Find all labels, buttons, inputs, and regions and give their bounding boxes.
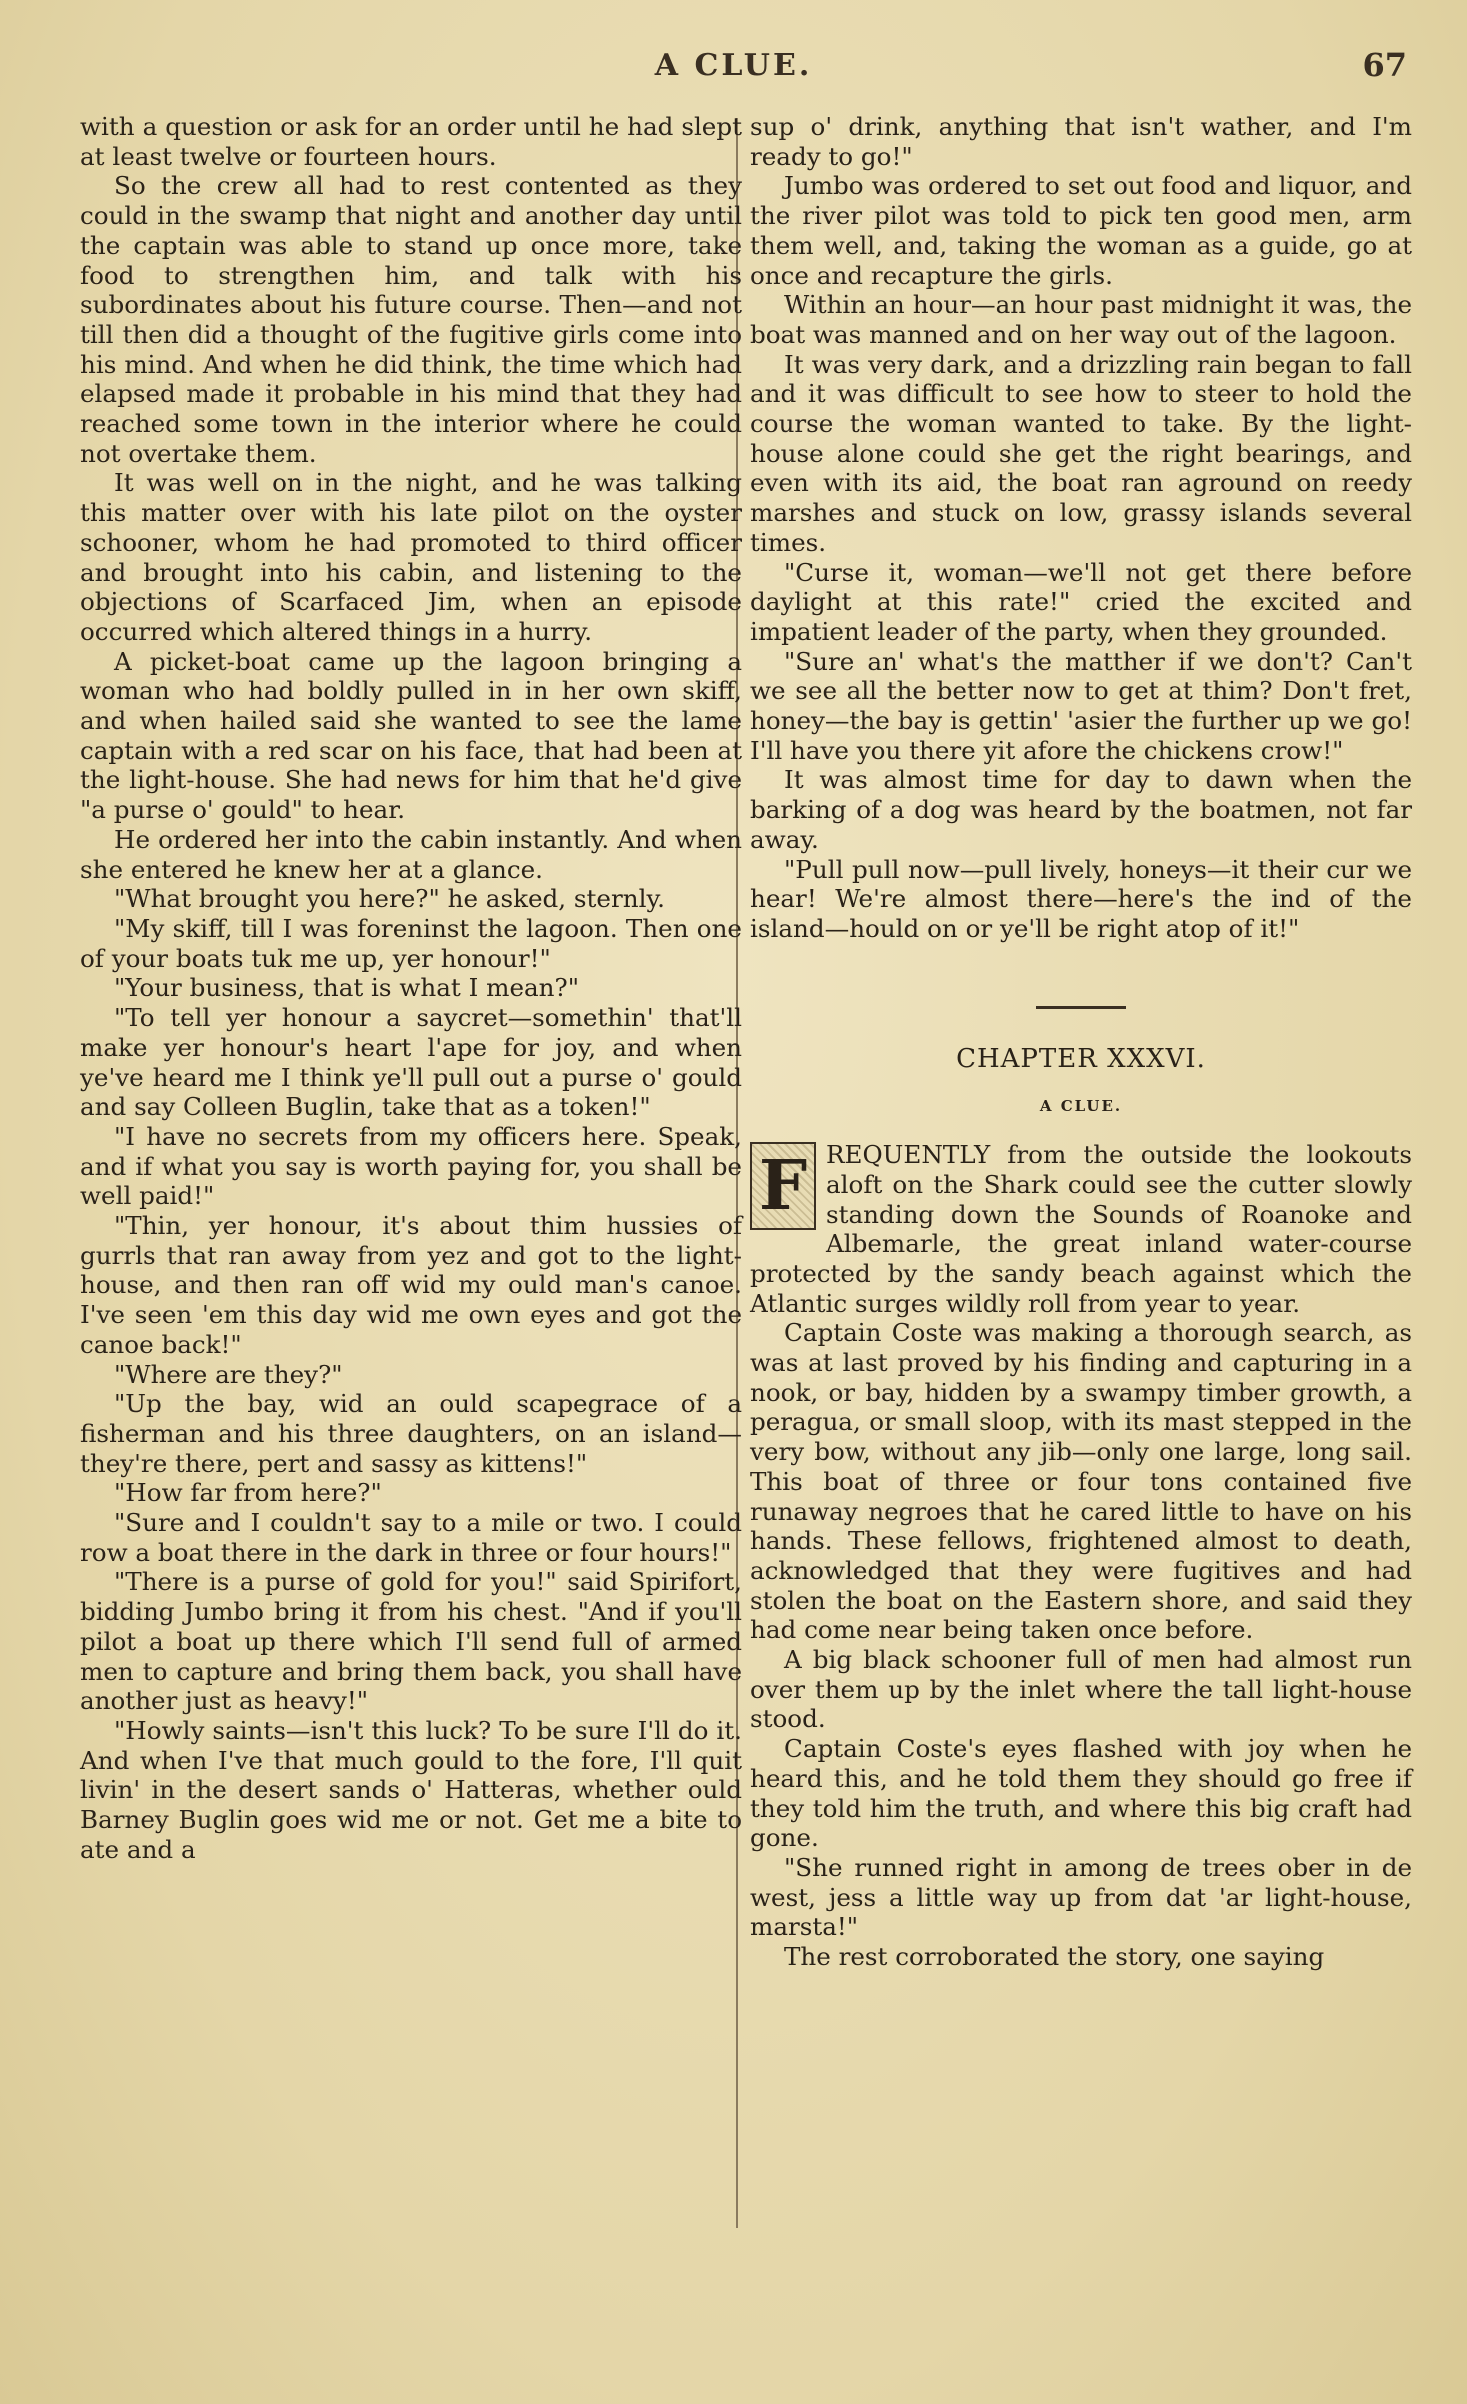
paragraph: It was well on in the night, and he was talking this matter over with his late pilot on the oyster schooner, whom he had promoted to third officer and brought into his cabin, and listening to the objections of Scarfaced Jim, when an episode occurred which altered things in a hurry. bbox=[80, 468, 742, 646]
paragraph: "Your business, that is what I mean?" bbox=[114, 973, 580, 1003]
chapter-title: CHAPTER XXXVI. bbox=[956, 1043, 1206, 1074]
paragraph: "I have no secrets from my officers here. Speak, and if what you say is worth paying for, you shall be well paid!" bbox=[80, 1121, 742, 1211]
paragraph: with a question or ask for an order until he had slept at least twelve or fourteen hours. bbox=[80, 112, 742, 171]
paragraph: "She runned right in among de trees ober in de west, jess a little way up from dat 'ar light-house, marsta!" bbox=[750, 1852, 1412, 1942]
chapter-first-paragraph bbox=[750, 1140, 1412, 1318]
first-paragraph-text: REQUENTLY from the outside the lookouts aloft on the Shark could see the cutter slowly standing down the Sounds of Roanoke and Albemarle, the great inland water-course protected by the sandy beach against which the Atlantic surges wildly roll from year to year. bbox=[750, 1140, 1412, 1318]
right-column bbox=[750, 112, 1412, 1972]
paragraph: So the crew all had to rest contented as they could in the swamp that night and another day until the captain was able to stand up once more, take food to strengthen him, and talk with his subordinates about his future course. Then—and not till then did a thought of the fugitive girls come into his mind. And when he did think, the time which had elapsed made it probable in his mind that they had reached some town in the interior where he could not overtake them. bbox=[80, 171, 742, 468]
paragraph: A picket-boat came up the lagoon bringing a woman who had boldly pulled in in her own skiff, and when hailed said she wanted to see the lame captain with a red scar on his face, that had been at the light-house. She had news for him that he'd give "a purse o' gould" to hear. bbox=[80, 646, 742, 825]
paragraph: "Sure and I couldn't say to a mile or two. I could row a boat there in the dark in three or four hours!" bbox=[80, 1508, 742, 1567]
drop-cap: F bbox=[750, 1142, 816, 1230]
paragraph: Jumbo was ordered to set out food and liquor, and the river pilot was told to pick ten good men, arm them well, and, taking the woman as a guide, go at once and recapture the girls. bbox=[750, 171, 1412, 290]
paragraph: The rest corroborated the story, one saying bbox=[784, 1942, 1325, 1972]
paragraph: It was almost time for day to dawn when the barking of a dog was heard by the boatmen, not far away. bbox=[750, 765, 1412, 854]
running-title: A CLUE. bbox=[654, 48, 813, 83]
paragraph: "Pull pull now—pull lively, honeys—it their cur we hear! We're almost there—here's the ind of the island—hould on or ye'll be right atop of it!" bbox=[750, 854, 1412, 943]
paragraph: Captain Coste was making a thorough search, as was at last proved by his finding and capturing in a nook, or bay, hidden by a swampy timber growth, a peragua, or small sloop, with its mast stepped in the very bow, without any jib—only one large, long sail. This boat of three or four tons contained five runaway negroes that he cared little to have on his hands. These fellows, frightened almost to death, acknowledged that they were fugitives and had stolen the boat on the Eastern shore, and said they had come near being taken once before. bbox=[750, 1318, 1412, 1645]
paragraph: "What brought you here?" he asked, sternly. bbox=[114, 884, 665, 914]
paragraph: "My skiff, till I was foreninst the lagoon. Then one of your boats tuk me up, yer honour!" bbox=[80, 913, 742, 973]
paragraph: "How far from here?" bbox=[114, 1478, 382, 1508]
section-separator-rule bbox=[1036, 1006, 1126, 1009]
paragraph: "To tell yer honour a saycret—somethin' that'll make yer honour's heart l'ape for joy, and when ye've heard me I think ye'll pull out a purse o' gould and say Colleen Buglin, take that as a token!" bbox=[80, 1003, 742, 1122]
paragraph: It was very dark, and a drizzling rain began to fall and it was difficult to see how to steer to hold the course the woman wanted to take. By the light-house alone could she get the right bearings, and even with its aid, the boat ran aground on reedy marshes and stuck on low, grassy islands several times. bbox=[750, 349, 1412, 557]
paragraph: A big black schooner full of men had almost run over them up by the inlet where the tall light-house stood. bbox=[750, 1645, 1412, 1734]
chapter-subtitle: A CLUE. bbox=[1039, 1097, 1123, 1116]
paragraph: "There is a purse of gold for you!" said Spirifort, bidding Jumbo bring it from his chest. "And if you'll pilot a boat up there which I'll send full of armed men to capture and bring them back, you shall have another just as heavy!" bbox=[80, 1567, 742, 1716]
paragraph: "Where are they?" bbox=[114, 1359, 343, 1389]
paragraph: "Curse it, woman—we'll not get there before daylight at this rate!" cried the excited and impatient leader of the party, when they grounded. bbox=[750, 557, 1412, 646]
paragraph: Within an hour—an hour past midnight it was, the boat was manned and on her way out of the lagoon. bbox=[750, 290, 1412, 349]
page-number: 67 bbox=[1362, 46, 1407, 84]
paragraph: Captain Coste's eyes flashed with joy when he heard this, and he told them they should go free if they told him the truth, and where this big craft had gone. bbox=[750, 1734, 1412, 1853]
paragraph: "Thin, yer honour, it's about thim hussies of gurrls that ran away from yez and got to the light-house, and then ran off wid my ould man's canoe. I've seen 'em this day wid me own eyes and got the canoe back!" bbox=[80, 1211, 742, 1359]
paragraph: "Up the bay, wid an ould scapegrace of a fisherman and his three daughters, on an island—they're there, pert and sassy as kittens!" bbox=[80, 1389, 742, 1478]
left-column bbox=[80, 112, 742, 1864]
paragraph: "Sure an' what's the matther if we don't? Can't we see all the better now to get at thim? Don't fret, honey—the bay is gettin' 'asier the further up we go! I'll have you there yit afore the chickens crow!" bbox=[750, 646, 1412, 765]
paragraph: sup o' drink, anything that isn't wather, and I'm ready to go!" bbox=[750, 112, 1412, 171]
page-header bbox=[0, 48, 1467, 98]
paragraph: "Howly saints—isn't this luck? To be sure I'll do it. And when I've that much gould to the fore, I'll quit livin' in the desert sands o' Hatteras, whether ould Barney Buglin goes wid me or not. Get me a bite to ate and a bbox=[80, 1715, 742, 1864]
paragraph: He ordered her into the cabin instantly. And when she entered he knew her at a glance. bbox=[80, 824, 742, 884]
